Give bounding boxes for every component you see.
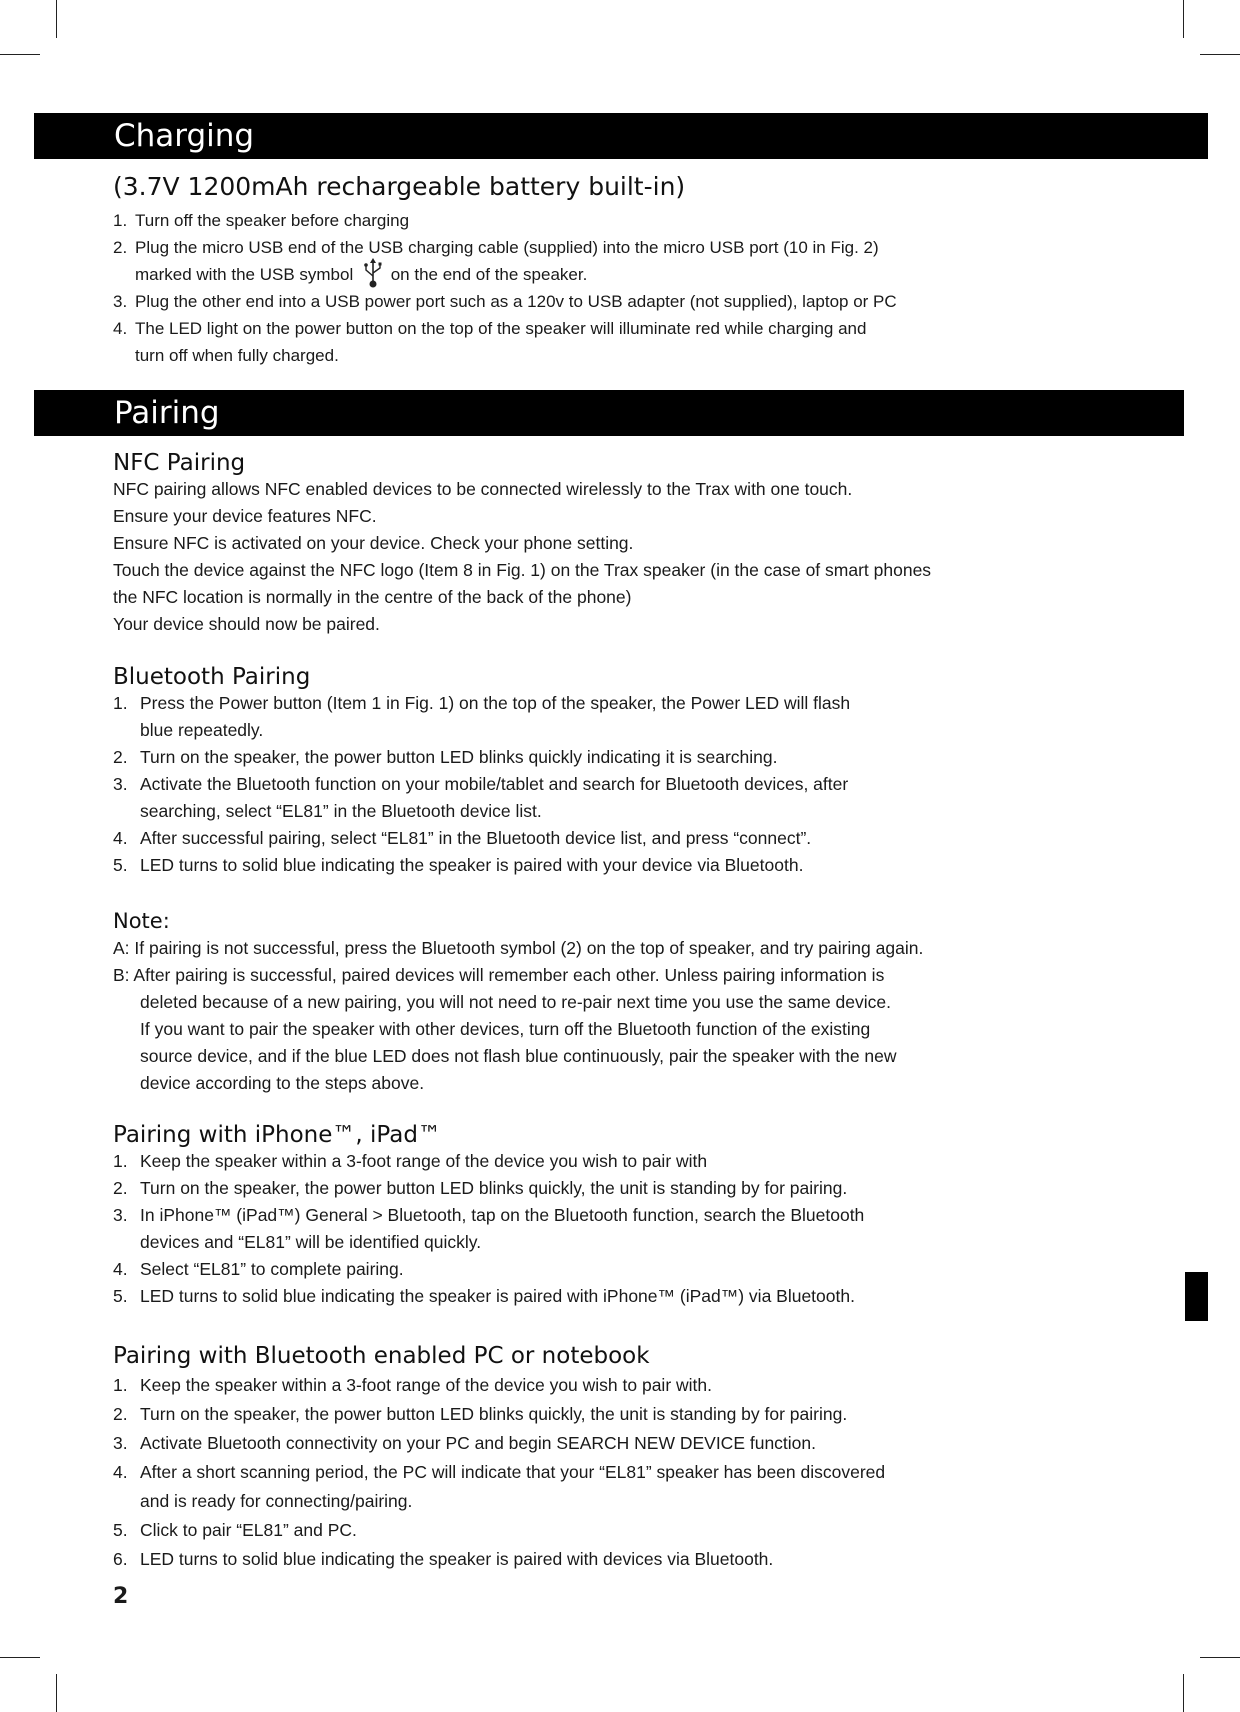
list-item: 4. After successful pairing, select “EL81” in the Bluetooth device list, and press “connect”. — [113, 828, 812, 848]
list-item: 5. LED turns to solid blue indicating the speaker is paired with your device via Bluetooth. — [113, 855, 804, 875]
pairing-title: Pairing — [114, 395, 220, 431]
list-item: 1. Keep the speaker within a 3-foot range of the device you wish to pair with. — [113, 1375, 712, 1395]
note-b-line: deleted because of a new pairing, you will not need to re-pair next time you use the same device. — [140, 992, 891, 1012]
pc-pairing-section — [113, 1343, 1113, 1574]
list-item: 1. Press the Power button (Item 1 in Fig. 1) on the top of the speaker, the Power LED will flash blue repeatedly. — [113, 693, 851, 740]
note-b-line: B: After pairing is successful, paired devices will remember each other. Unless pairing information is — [113, 965, 885, 985]
list-item: 3. Activate Bluetooth connectivity on your PC and begin SEARCH NEW DEVICE function. — [113, 1433, 817, 1453]
note-section — [113, 908, 1113, 1097]
note-b-line: If you want to pair the speaker with other devices, turn off the Bluetooth function of the existing — [140, 1019, 871, 1039]
nfc-text-line: Ensure your device features NFC. — [113, 506, 377, 526]
nfc-text-line: Touch the device against the NFC logo (Item 8 in Fig. 1) on the Trax speaker (in the case of smart phones — [113, 560, 932, 580]
crop-mark — [0, 1657, 40, 1658]
battery-subtitle: (3.7V 1200mAh rechargeable battery built-in) — [113, 172, 686, 201]
crop-mark — [1183, 0, 1184, 38]
list-item: 4. The LED light on the power button on the top of the speaker will illuminate red while charging and turn off when fully charged. — [113, 319, 867, 365]
nfc-text-line: Your device should now be paired. — [113, 614, 380, 634]
list-item: 1. Keep the speaker within a 3-foot range of the device you wish to pair with — [113, 1151, 708, 1171]
crop-mark — [1200, 54, 1240, 55]
charging-section-bar — [34, 113, 1208, 159]
note-b-line: device according to the steps above. — [140, 1073, 425, 1093]
bluetooth-pairing-heading: Bluetooth Pairing — [113, 664, 311, 690]
list-item: 4. After a short scanning period, the PC will indicate that your “EL81” speaker has been discovered and is ready for connecting/pairing. — [113, 1462, 886, 1511]
list-item: 2. Turn on the speaker, the power button LED blinks quickly indicating it is searching. — [113, 747, 778, 767]
list-item: 2. Turn on the speaker, the power button LED blinks quickly, the unit is standing by for pairing. — [113, 1178, 848, 1198]
list-item: 4. Select “EL81” to complete pairing. — [113, 1259, 404, 1279]
nfc-text-line: Ensure NFC is activated on your device. Check your phone setting. — [113, 533, 634, 553]
list-item: 3. Activate the Bluetooth function on your mobile/tablet and search for Bluetooth devices, after searching, select “EL81” in the Bluetooth device list. — [113, 774, 849, 821]
list-item: 3. In iPhone™ (iPad™) General > Bluetooth, tap on the Bluetooth function, search the Bluetooth devices and “EL81” will be identified quickly. — [113, 1205, 865, 1252]
iphone-pairing-heading: Pairing with iPhone™, iPad™ — [113, 1122, 441, 1148]
crop-mark — [56, 0, 57, 38]
note-a-line: A: If pairing is not successful, press the Bluetooth symbol (2) on the top of speaker, and try pairing again. — [113, 938, 924, 958]
pairing-section-bar — [34, 390, 1184, 436]
usb-symbol-icon — [362, 258, 384, 288]
list-item: 2. Plug the micro USB end of the USB charging cable (supplied) into the micro USB port (10 in Fig. 2) marked with the USB symbol on the end of the speaker. — [113, 234, 1113, 288]
nfc-text-line: the NFC location is normally in the centre of the back of the phone) — [113, 587, 632, 607]
crop-mark — [56, 1674, 57, 1712]
bluetooth-pairing-section — [113, 664, 1113, 879]
list-item: 5. Click to pair “EL81” and PC. — [113, 1520, 357, 1540]
crop-mark — [1200, 1657, 1240, 1658]
nfc-heading: NFC Pairing — [113, 450, 246, 476]
side-thumb-tab — [1185, 1272, 1208, 1321]
note-heading: Note: — [113, 909, 170, 933]
crop-mark — [0, 54, 40, 55]
pc-pairing-heading: Pairing with Bluetooth enabled PC or notebook — [113, 1343, 650, 1369]
list-item: 5. LED turns to solid blue indicating the speaker is paired with iPhone™ (iPad™) via Bluetooth. — [113, 1286, 855, 1306]
list-item: 6. LED turns to solid blue indicating the speaker is paired with devices via Bluetooth. — [113, 1549, 774, 1569]
nfc-section — [113, 450, 1113, 638]
nfc-text-line: NFC pairing allows NFC enabled devices to be connected wirelessly to the Trax with one touch. — [113, 479, 853, 499]
page-number: 2 — [113, 1584, 129, 1609]
list-item: 1. Turn off the speaker before charging — [113, 211, 410, 230]
iphone-pairing-section — [113, 1122, 1113, 1310]
charging-title: Charging — [114, 118, 255, 154]
list-item: 2. Turn on the speaker, the power button LED blinks quickly, the unit is standing by for pairing. — [113, 1404, 848, 1424]
charging-content — [113, 172, 1113, 369]
crop-mark — [1183, 1674, 1184, 1712]
list-item: 3. Plug the other end into a USB power port such as a 120v to USB adapter (not supplied), laptop or PC — [113, 292, 897, 311]
note-b-line: source device, and if the blue LED does not flash blue continuously, pair the speaker with the new — [140, 1046, 897, 1066]
